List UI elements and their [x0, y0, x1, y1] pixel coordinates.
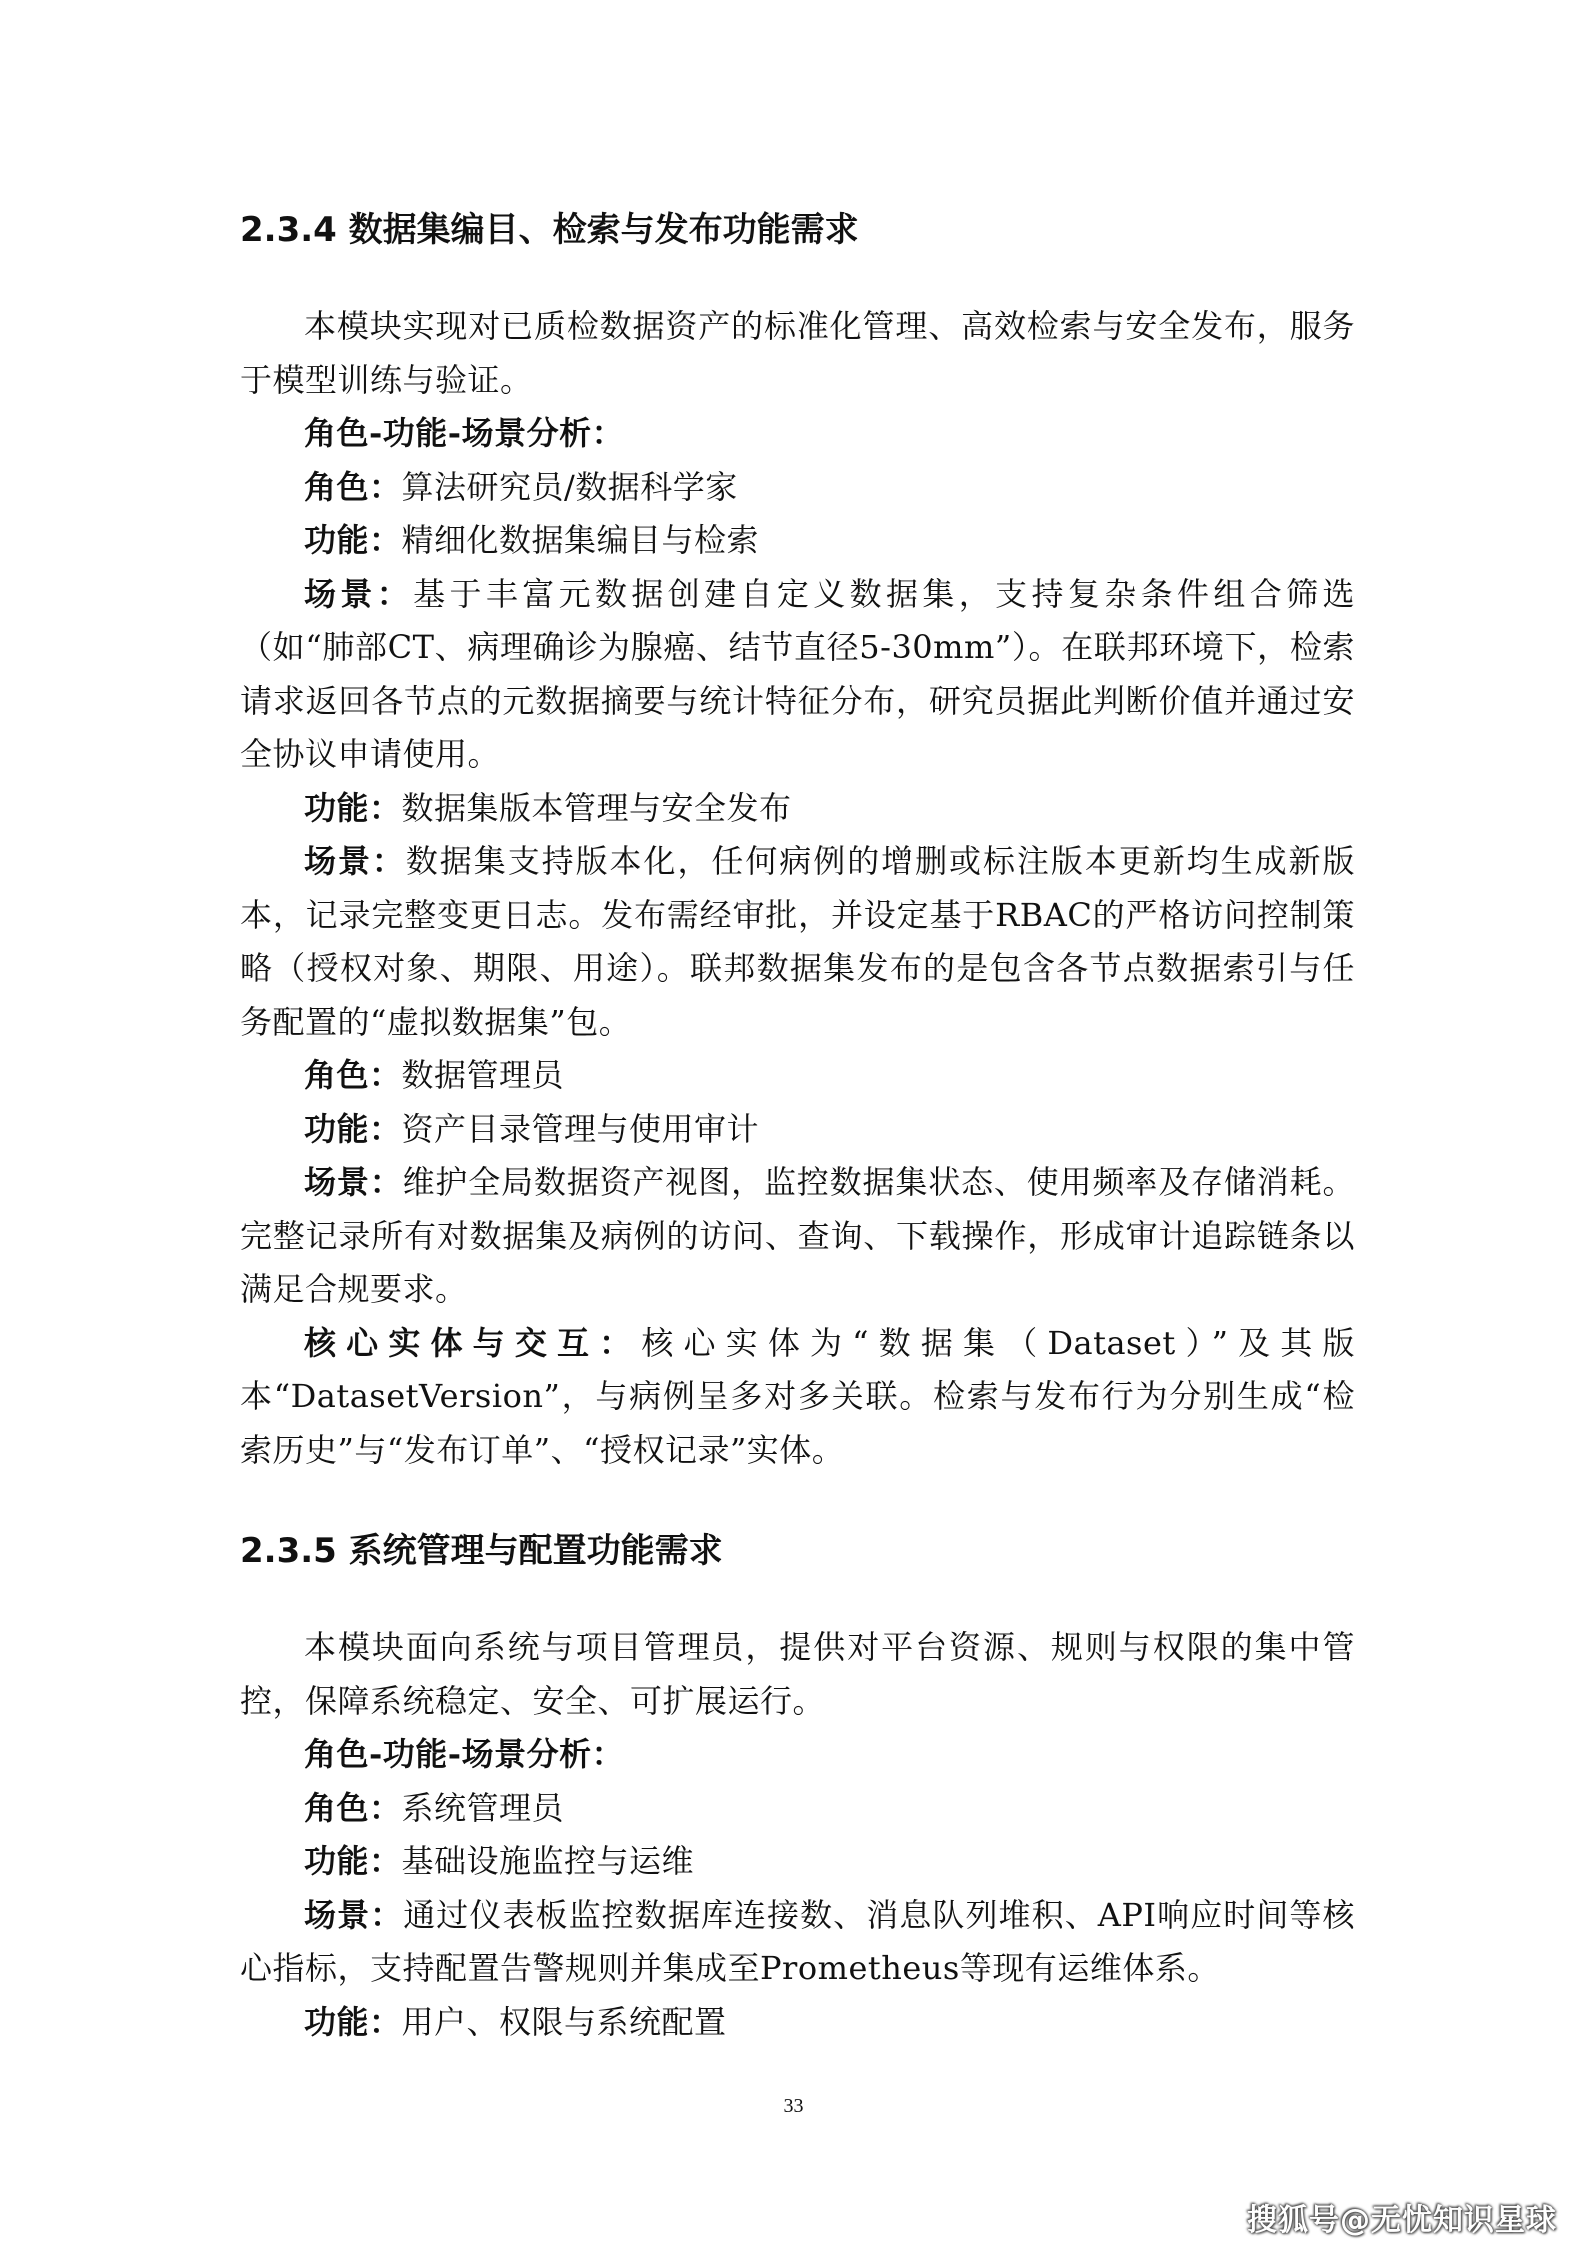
paragraph: 本模块面向系统与项目管理员，提供对平台资源、规则与权限的集中管控，保障系统稳定、安全、可扩展运行。	[240, 1628, 1355, 1720]
section-heading-2-3-5: 2.3.5 系统管理与配置功能需求	[240, 1531, 723, 1571]
paragraph: 角色：数据管理员	[304, 1056, 565, 1094]
page-number: 33	[783, 2095, 804, 2117]
paragraph: 角色：系统管理员	[304, 1788, 565, 1827]
paragraph: 功能：基础设施监控与运维	[304, 1842, 695, 1880]
paragraph: 本模块实现对已质检数据资产的标准化管理、高效检索与安全发布，服务于模型训练与验证。	[240, 307, 1355, 399]
section-2-3-5-body	[240, 1621, 1355, 2049]
section-2-3-4-body	[240, 300, 1355, 1477]
paragraph: 功能：精细化数据集编目与检索	[304, 521, 760, 559]
page-content	[240, 200, 1355, 2049]
paragraph: 角色：算法研究员/数据科学家	[304, 467, 738, 506]
paragraph: 场景：通过仪表板监控数据库连接数、消息队列堆积、API响应时间等核心指标，支持配置告警规则并集成至Prometheus等现有运维体系。	[240, 1895, 1355, 1987]
paragraph: 角色-功能-场景分析：	[304, 1735, 625, 1773]
paragraph: 功能：用户、权限与系统配置	[304, 2002, 727, 2041]
paragraph: 场景：数据集支持版本化，任何病例的增删或标注版本更新均生成新版本，记录完整变更日志。发布需经审批，并设定基于RBAC的严格访问控制策略（授权对象、期限、用途）。联邦数据集发布的是包含各节点数据索引与任务配置的“虚拟数据集”包。	[240, 842, 1355, 1041]
watermark: 搜狐号@无忧知识星球	[1247, 2203, 1557, 2238]
section-heading-2-3-4: 2.3.4 数据集编目、检索与发布功能需求	[240, 210, 859, 250]
paragraph: 场景：基于丰富元数据创建自定义数据集，支持复杂条件组合筛选（如“肺部CT、病理确诊为腺癌、结节直径5-30mm”）。在联邦环境下，检索请求返回各节点的元数据摘要与统计特征分布，研究员据此判断价值并通过安全协议申请使用。	[240, 574, 1355, 773]
paragraph: 核心实体与交互：核心实体为“数据集（Dataset）”及其版本“DatasetVersion”，与病例呈多对多关联。检索与发布行为分别生成“检索历史”与“发布订单”、“授权记录”实体。	[240, 1323, 1355, 1469]
paragraph: 功能：资产目录管理与使用审计	[304, 1109, 760, 1148]
paragraph: 功能：数据集版本管理与安全发布	[304, 788, 792, 827]
paragraph: 场景：维护全局数据资产视图，监控数据集状态、使用频率及存储消耗。完整记录所有对数据集及病例的访问、查询、下载操作，形成审计追踪链条以满足合规要求。	[240, 1163, 1355, 1308]
paragraph: 角色-功能-场景分析：	[304, 414, 625, 452]
